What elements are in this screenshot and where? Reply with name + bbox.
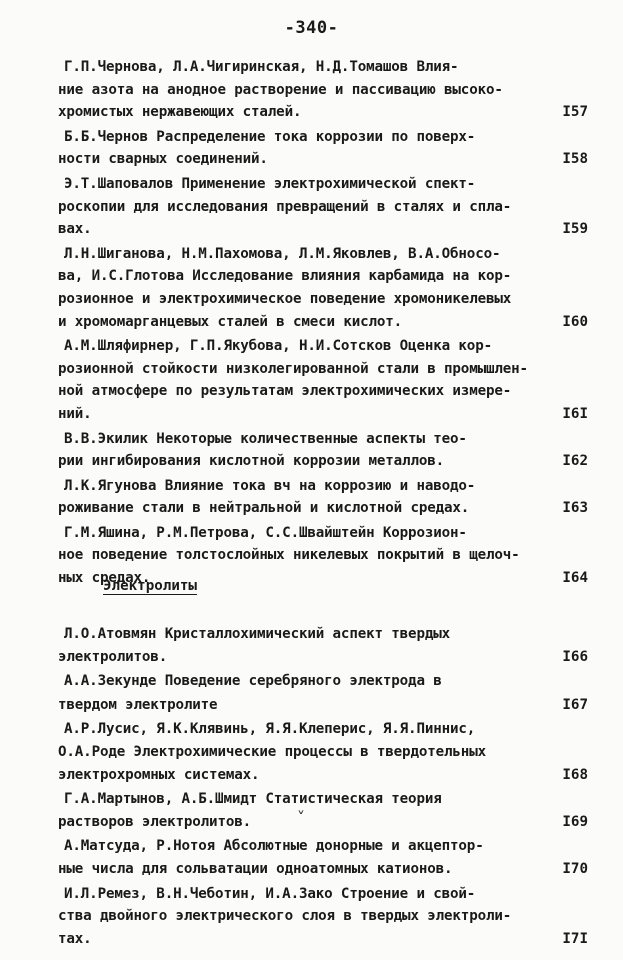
bibliography-entry	[58, 173, 588, 241]
entry-page-number: I70	[562, 860, 588, 877]
entry-page-number: I59	[562, 221, 588, 238]
entry-line: растворов электролитов.	[58, 813, 252, 830]
entry-line: ства двойного электрического слоя в твердых электроли-	[58, 908, 512, 925]
entry-page-number: I60	[562, 313, 588, 330]
entry-line: ное поведение толстослойных никелевых покрытий в щелоч-	[58, 547, 520, 564]
entry-line: О.А.Роде Электрохимические процессы в твердотельных	[58, 743, 486, 760]
entry-line: А.Р.Лусис, Я.К.Клявинь, Я.Я.Клеперис, Я.Я.Пиннис,	[64, 721, 476, 738]
entry-line: вах.	[58, 221, 92, 238]
entry-page-number: I64	[562, 570, 588, 587]
bibliography-entry	[58, 335, 588, 425]
entry-line: роскопии для исследования превращений в сталях и спла-	[58, 198, 512, 215]
entry-line: А.А.Зекунде Поведение серебряного электрода в	[64, 673, 442, 690]
section-title: Электролиты	[103, 578, 197, 594]
entry-page-number: I63	[562, 500, 588, 517]
bibliography-entry	[58, 883, 588, 951]
entry-page-number: I7I	[562, 930, 588, 947]
entry-line: ных средах.	[58, 570, 151, 587]
entry-page-number: I67	[562, 696, 588, 713]
bibliography-entry	[58, 475, 588, 520]
entry-line: электролитов.	[58, 648, 168, 665]
entry-line: рии ингибирования кислотной коррозии металлов.	[58, 453, 445, 470]
entry-page-number: I57	[562, 104, 588, 121]
entry-line: ние азота на анодное растворение и пассивацию высоко-	[58, 81, 503, 98]
entry-line: ва, И.С.Глотова Исследование влияния карбамида на кор-	[58, 268, 512, 285]
entry-page-number: I66	[562, 648, 588, 665]
bibliography-entry	[58, 56, 588, 124]
entry-line: Б.Б.Чернов Распределение тока коррозии по поверх-	[64, 128, 476, 145]
entry-line: ные числа для сольватации одноатомных катионов.	[58, 860, 453, 877]
bibliography-entry	[58, 126, 588, 171]
entry-page-number: I68	[562, 766, 588, 783]
bibliography-entry	[58, 243, 588, 333]
bibliography-entry	[58, 788, 588, 833]
entry-line: Л.О.Атовмян Кристаллохимический аспект твердых	[64, 626, 451, 642]
entry-line: И.Л.Ремез, В.Н.Чеботин, И.А.Зако Строение и свой-	[64, 885, 476, 902]
entry-line: розионной стойкости низколегированной стали в промышлен-	[58, 360, 528, 377]
bibliography-list-corrosion	[58, 56, 588, 592]
entry-line: Г.М.Яшина, Р.М.Петрова, С.С.Швайштейн Коррозион-	[64, 524, 467, 541]
entry-line: тах.	[58, 930, 92, 947]
bibliography-list-electrolytes	[58, 623, 588, 952]
entry-line: Э.Т.Шаповалов Применение электрохимической спект-	[64, 175, 476, 192]
page-number: -340-	[284, 18, 339, 38]
entry-line: А.М.Шляфирнер, Г.П.Якубова, Н.И.Сотсков Оценка кор-	[64, 338, 492, 355]
bibliography-entry	[58, 428, 588, 473]
entry-page-number: I69	[562, 813, 588, 830]
bibliography-entry	[58, 835, 588, 880]
entry-line: твердом электролите	[58, 696, 218, 713]
entry-line: Л.Н.Шиганова, Н.М.Пахомова, Л.М.Яковлев, В.А.Обносо-	[64, 245, 501, 262]
entry-page-number: I62	[562, 453, 588, 470]
bibliography-entry	[58, 623, 588, 668]
bibliography-entry	[58, 670, 588, 716]
entry-line: роживание стали в нейтральной и кислотной средах.	[58, 500, 470, 517]
entry-line: ной атмосфере по результатам электрохимических измере-	[58, 383, 512, 400]
entry-line: В.В.Экилик Некоторые количественные аспекты тео-	[64, 430, 467, 447]
entry-line: ности сварных соединений.	[58, 151, 268, 168]
entry-line: розионное и электрохимическое поведение хромоникелевых	[58, 290, 512, 307]
entry-page-number: I6I	[562, 405, 588, 422]
entry-page-number: I58	[562, 151, 588, 168]
entry-line: А.Матсуда, Р.Нотоя Абсолютные донорные и акцептор-	[64, 838, 484, 855]
entry-line: Г.А.Мартынов, А.Б.Шмидт Статистическая теория	[64, 791, 442, 808]
entry-line: Г.П.Чернова, Л.А.Чигиринская, Н.Д.Томашов Влия-	[64, 59, 459, 75]
handwritten-correction-mark: ˅	[297, 808, 305, 827]
entry-line: Л.К.Ягунова Влияние тока вч на коррозию и наводо-	[64, 477, 476, 494]
entry-line: хромистых нержавеющих сталей.	[58, 104, 302, 121]
entry-line: ний.	[58, 405, 92, 422]
entry-line: и хромомарганцевых сталей в смеси кислот.	[58, 313, 403, 330]
entry-line: электрохромных системах.	[58, 766, 260, 783]
bibliography-entry	[58, 718, 588, 786]
